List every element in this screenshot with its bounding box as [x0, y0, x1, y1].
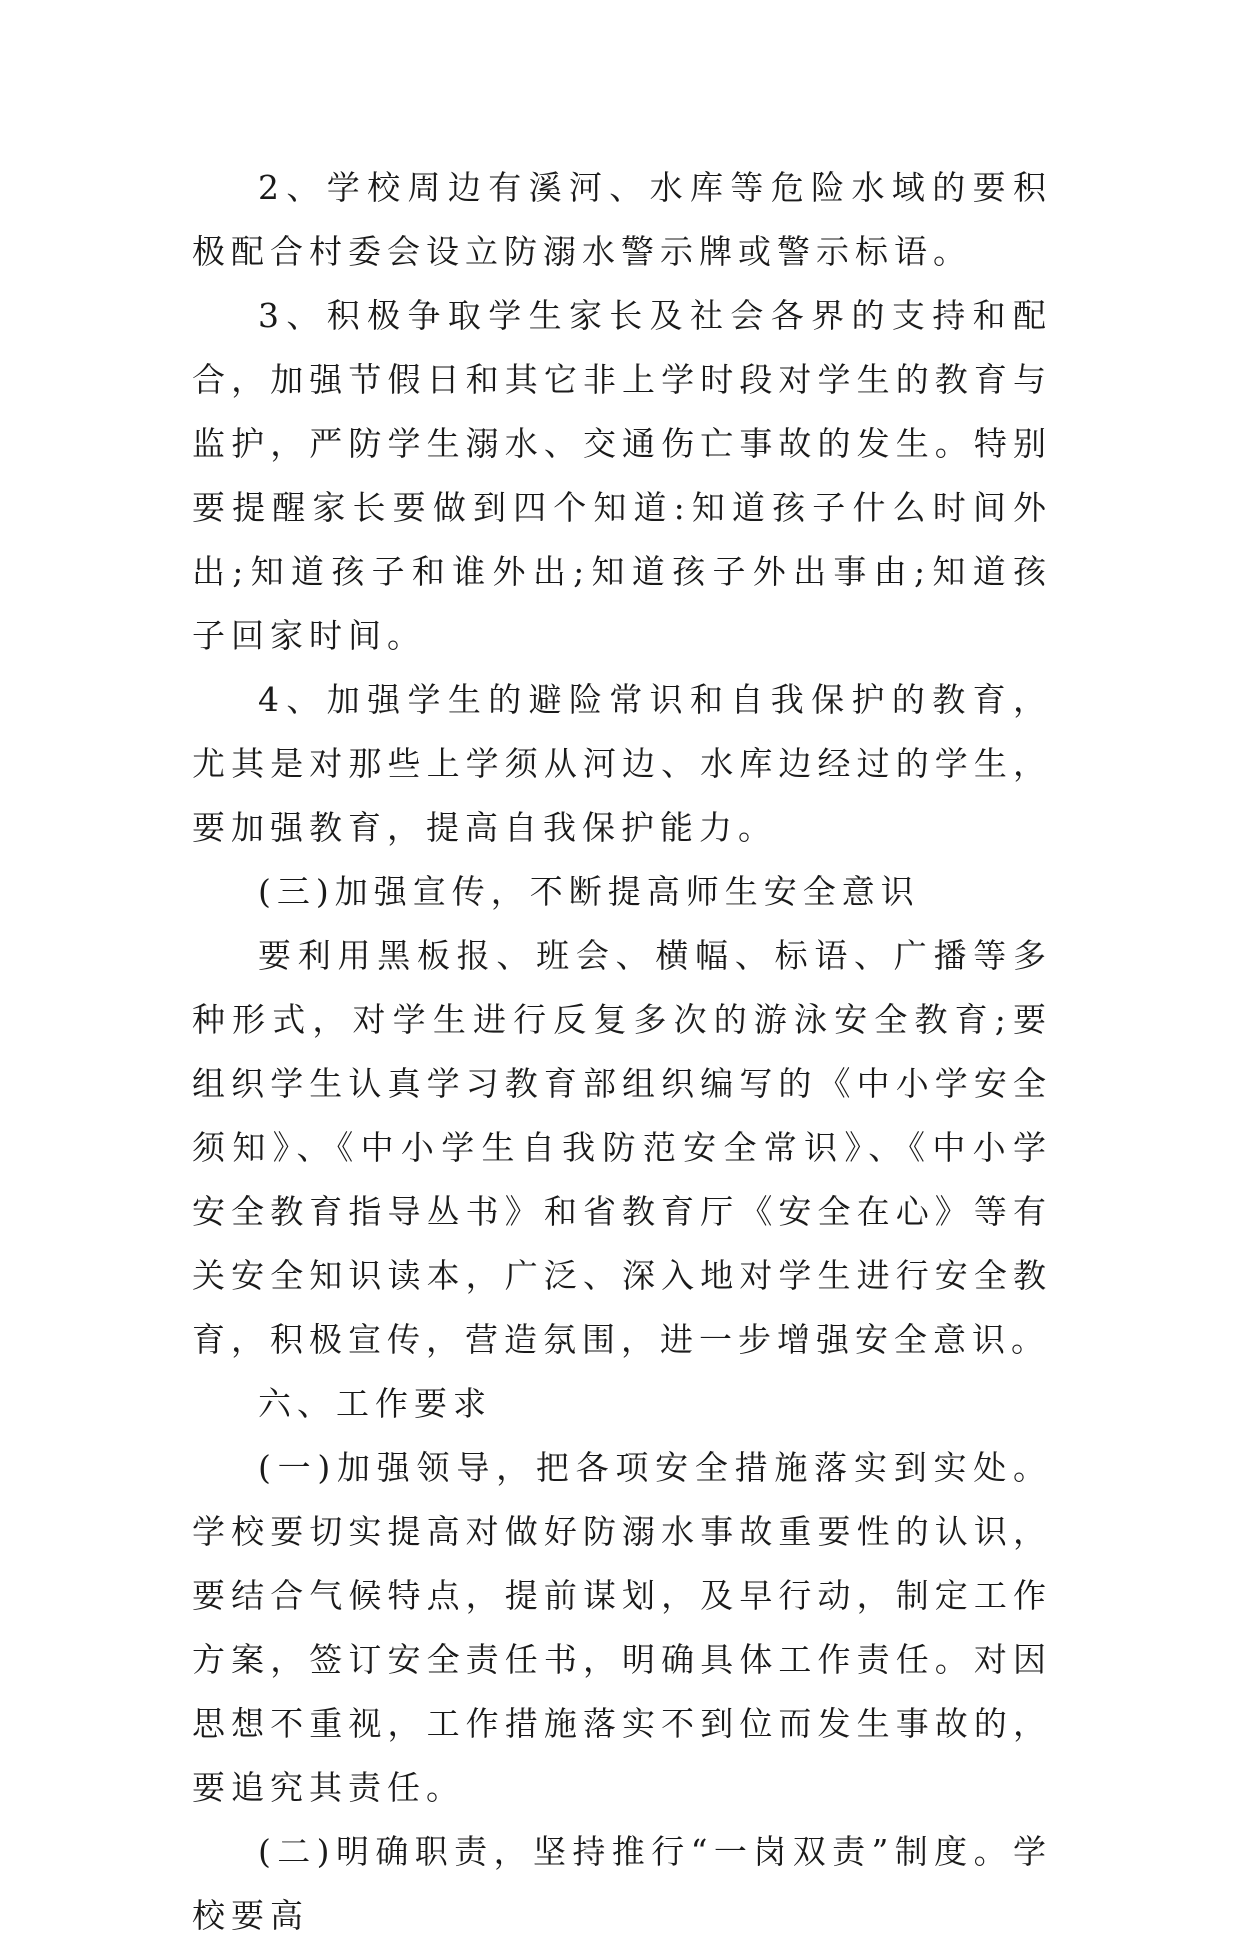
paragraph-requirement-1: (一)加强领导，把各项安全措施落实到实处。学校要切实提高对做好防溺水事故重要性的认识，要结合气候特点，提前谋划，及早行动，制定工作方案，签订安全责任书，明确具体工作责任。对因思想不重视，工作措施落实不到位而发生事故的，要追究其责任。	[192, 1448, 1052, 1807]
section-heading-publicity: (三)加强宣传，不断提高师生安全意识	[258, 872, 920, 911]
paragraph-publicity: 要利用黑板报、班会、横幅、标语、广播等多种形式，对学生进行反复多次的游泳安全教育;要组织学生认真学习教育部组织编写的《中小学安全须知》、《中小学生自我防范安全常识》、《中小学安全教育指导丛书》和省教育厅《安全在心》等有关安全知识读本，广泛、深入地对学生进行安全教育，积极宣传，营造氛围，进一步增强安全意识。	[192, 936, 1052, 1359]
paragraph-item-3: 3、积极争取学生家长及社会各界的支持和配合，加强节假日和其它非上学时段对学生的教育与监护，严防学生溺水、交通伤亡事故的发生。特别要提醒家长要做到四个知道:知道孩子什么时间外出;知道孩子和谁外出;知道孩子外出事由;知道孩子回家时间。	[192, 296, 1052, 655]
paragraph-requirement-2: (二)明确职责，坚持推行“一岗双责”制度。学校要高	[192, 1832, 1052, 1935]
paragraph-item-2: 2、学校周边有溪河、水库等危险水域的要积极配合村委会设立防溺水警示牌或警示标语。	[192, 168, 1052, 271]
paragraph-item-4: 4、加强学生的避险常识和自我保护的教育，尤其是对那些上学须从河边、水库边经过的学生，要加强教育，提高自我保护能力。	[192, 680, 1052, 847]
section-heading-work-requirements: 六、工作要求	[258, 1384, 492, 1423]
document-body	[192, 156, 1052, 1948]
